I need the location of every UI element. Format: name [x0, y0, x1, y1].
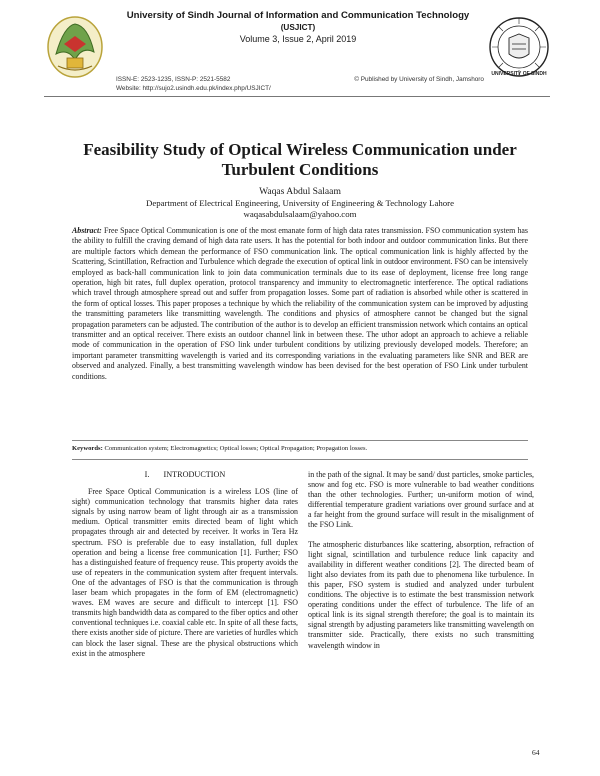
right-column [308, 470, 534, 651]
keywords-text: Communication system; Electromagnetics; Optical losses; Optical Propagation; Propagation losses. [104, 445, 368, 452]
paper-title-line-2: Turbulent Conditions [221, 160, 379, 179]
author-name: Waqas Abdul Salaam [259, 186, 341, 197]
intro-paragraph-continued: in the path of the signal. It may be sand/ dust particles, smoke particles, snow and fog etc. FSO is more vulnerable to bad weather conditions than the other technologies. Further; un-uniform motion of wind, differential temperature gradient variations over ground surface and at a far height from the ground surface will result in the misalignment of the FSO Link. [308, 470, 534, 530]
journal-emblem-icon [44, 14, 106, 80]
keywords-bottom-divider [72, 459, 528, 460]
header-divider [44, 96, 550, 97]
left-column [72, 470, 298, 659]
seal-lettering: UNIVERSITY OF SINDH [491, 71, 547, 77]
journal-website[interactable]: Website: http://sujo2.usindh.edu.pk/index.php/USJICT/ [116, 85, 271, 92]
journal-header [112, 10, 484, 45]
author-affiliation: Department of Electrical Engineering, University of Engineering & Technology Lahore [146, 198, 454, 208]
intro-paragraph-1: Free Space Optical Communication is a wireless LOS (line of sight) communication technology that transmits higher data rates signals by using narrow beam of light through air as a transmission medium. Optical transmitter emits directed beam of light which propagates through air and detected by receiver. It works in Tera Hz spectrum. FSO is preferable due to easy installation, full duplex operation and being a license free communication [1]. Further; FSO has a distinguished feature of frequency reuse. This property avoids the use of repeaters in the communication system after frequent intervals. One of the advantages of FSO is that the communication is through laser beam which propagates in the form of EM (electromagnetic) waves. EM waves are secure and difficult to intercept [1]. FSO transmits high bandwidth data as compared to the fiber optics and other conventional techniques i.e. coaxial cable etc. In spite of all these facts, there exists another side of picture. There are varieties of hurdles which can block the laser signal. These are the physical obstructions which exist in the atmosphere [72, 487, 298, 658]
issn: ISSN-E: 2523-1235, ISSN-P: 2521-5582 [116, 76, 231, 83]
university-seal [488, 14, 550, 80]
keywords-top-divider [72, 440, 528, 441]
journal-abbreviation: (USJICT) [280, 23, 316, 32]
section-heading [72, 470, 298, 480]
abstract-label: Abstract: [72, 226, 102, 235]
author-email[interactable]: waqasabdulsalaam@yahoo.com [243, 209, 357, 219]
abstract-text: Free Space Optical Communication is one of the most emanate form of high data rates transmission. FSO communication system has the ability to fulfill the craving demand of high data rate users. It has the potential for both indoor and outdoor communication links. But there are multiple factors which demean the performance of FSO communication link. The optical communication link is highly affected by the Scattering, Scintillation, Refraction and Turbulence which degrade the execution of optical link in outdoor environment. FSO can be intensively employed as back-hall communication link to join data communication terminals due to its ease of deployment, license free long range operation, high bit rates, full duplex operation, protocol transparency and immunity to electromagnetic interference. The optical radiations which travel through atmosphere spread out and suffer from propagation losses. Some part of radiation is absorbed while other is scattered in the form of optical losses. This paper proposes a technique by which the reliability of the communication system can be improved by adjusting the transmitting parameters like transmitting wavelength. The conditions and physics of atmosphere cannot be changed but the signal propagation parameters can be adjusted. The contribution of the author is to develop an efficient transmission network which contains an optical transmitter and an optical receiver. There exists an outdoor channel link in between these. The uthor adopt an approach to achieve a reliable mode of communication in the operation of FSO link under turbulent conditions by utilizing previously developed models. Therefore; an important parameter transmitting wavelength is varied and its corresponding variations in the evaluating parameters like SNR and BER are observed and analyzed. Finally, a best transmitting wavelength window has been devised for the best operation of FSO Link under turbulent conditions. [72, 226, 528, 381]
section-number: I. [144, 470, 150, 479]
section-title: INTRODUCTION [163, 470, 226, 479]
paper-title-line-1: Feasibility Study of Optical Wireless Communication under [83, 140, 517, 159]
keywords [72, 444, 528, 453]
journal-meta [116, 75, 484, 93]
intro-paragraph-2: The atmospheric disturbances like scattering, absorption, refraction of light signal, scintillation and turbulence reduce link capacity and availability in different weather conditions [2]. The directed beam of light also deviates from its path due to phenomena like turbulence. In this paper, FSO system is studied and analyzed under turbulent conditions. The objective is to estimate the best transmission network operating conditions under the effect of turbulence. The life of an optical link is its signal strength therefore; the goal is to maintain its signal strength by adjusting parameters like transmitting wavelength on transmitter side. Practically, there exists no such transmitting wavelength window in [308, 539, 534, 650]
paper-title [60, 140, 540, 180]
journal-volume: Volume 3, Issue 2, April 2019 [239, 34, 357, 44]
journal-logo [44, 14, 106, 80]
abstract [72, 226, 528, 382]
keywords-label: Keywords: [72, 445, 103, 452]
university-seal-icon [488, 14, 550, 80]
page-number: 64 [532, 748, 540, 757]
publisher: © Published by University of Sindh, Jamshoro [354, 76, 484, 83]
journal-title: University of Sindh Journal of Information and Communication Technology [126, 10, 470, 21]
